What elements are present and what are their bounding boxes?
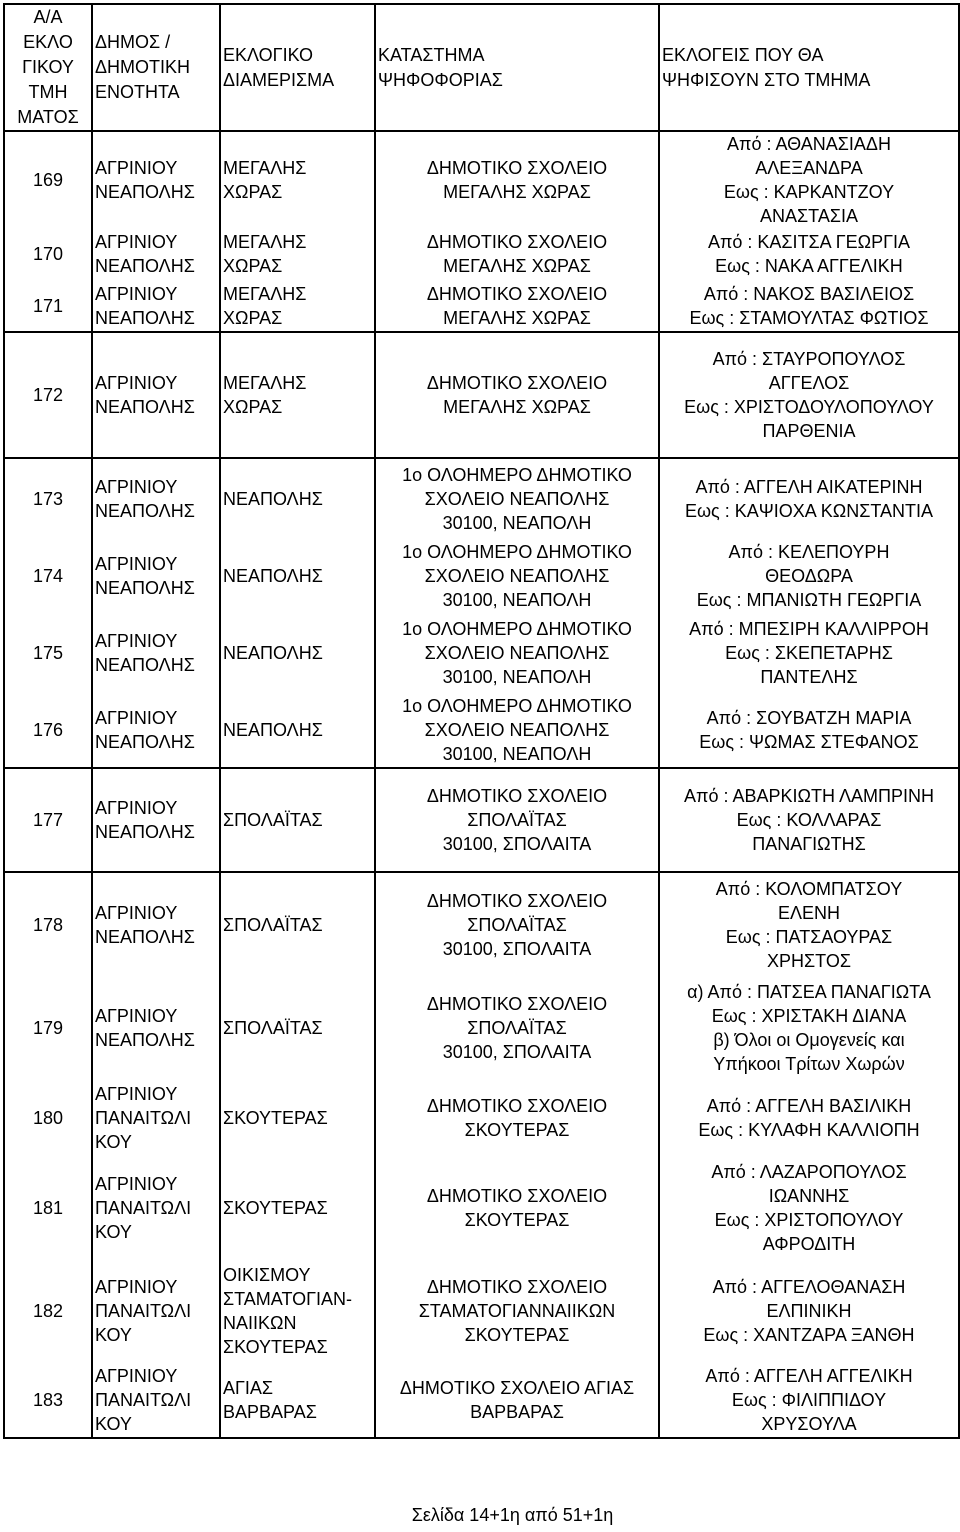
section-number: 182 [4, 1260, 92, 1362]
district-line: ΝΕΑΠΟΛΗΣ [223, 566, 323, 586]
district-line: ΜΕΓΑΛΗΣ [223, 283, 307, 304]
header-electoral-district [220, 4, 375, 131]
header-aa-line: Α/Α [33, 7, 63, 27]
municipality-line: ΝΕΑΠΟΛΗΣ [95, 182, 195, 202]
municipality-line: ΑΓΡΙΝΙΟΥ [95, 902, 178, 923]
municipality-line: ΑΓΡΙΝΙΟΥ [95, 1006, 178, 1026]
district-line: ΧΩΡΑΣ [223, 256, 283, 276]
voters-line: ΑΦΡΟΔΙΤΗ [762, 1234, 856, 1254]
district-cell [220, 976, 375, 1080]
voters-cell [659, 1156, 959, 1260]
station-line: ΣΚΟΥΤΕΡΑΣ [464, 1120, 570, 1140]
station-line: 1ο ΟΛΟΗΜΕΡΟ ΔΗΜΟΤΙΚΟ [402, 464, 632, 485]
voters-line: Από : ΚΕΛΕΠΟΥΡΗ [728, 542, 890, 562]
voters-cell [659, 1260, 959, 1362]
polling-stations-table [3, 3, 960, 1439]
table-row [4, 1080, 959, 1156]
municipality-line: ΑΓΡΙΝΙΟΥ [95, 1277, 178, 1297]
station-line: ΜΕΓΑΛΗΣ ΧΩΡΑΣ [443, 307, 591, 328]
station-cell [375, 458, 659, 538]
voters-cell [659, 1080, 959, 1156]
municipality-cell [92, 614, 220, 692]
voters-line: Από : ΜΠΕΣΙΡΗ ΚΑΛΛΙΡΡΟΗ [689, 619, 929, 639]
district-cell [220, 692, 375, 768]
voters-line: Εως : ΧΡΙΣΤΑΚΗ ΔΙΑΝΑ [711, 1006, 907, 1026]
municipality-cell [92, 768, 220, 872]
section-number: 176 [4, 692, 92, 768]
section-number: 169 [4, 131, 92, 228]
table-row [4, 131, 959, 228]
district-line: ΝΑΙΙΚΩΝ [223, 1313, 297, 1333]
municipality-line: ΝΕΑΠΟΛΗΣ [95, 578, 195, 598]
municipality-cell [92, 872, 220, 976]
table-row [4, 872, 959, 976]
voters-line: Από : ΑΓΓΕΛΗ ΒΑΣΙΛΙΚΗ [706, 1096, 912, 1116]
voters-line: Από : ΑΓΓΕΛΗ ΑΓΓΕΛΙΚΗ [705, 1365, 913, 1386]
voters-line: Από : ΣΤΑΥΡΟΠΟΥΛΟΣ [712, 349, 906, 369]
station-line: 30100, ΣΠΟΛΑΙΤΑ [442, 938, 592, 959]
station-line: ΣΠΟΛΑΪΤΑΣ [467, 914, 567, 935]
station-line: 30100, ΝΕΑΠΟΛΗ [442, 667, 592, 687]
district-cell [220, 228, 375, 280]
voters-cell [659, 768, 959, 872]
table-row [4, 332, 959, 458]
header-voters-line: ΨΗΦΙΣΟΥΝ ΣΤΟ ΤΜΗΜΑ [662, 69, 871, 90]
district-line: ΝΕΑΠΟΛΗΣ [223, 643, 323, 663]
municipality-line: ΑΓΡΙΝΙΟΥ [95, 373, 178, 393]
voters-line: Εως : ΚΟΛΛΑΡΑΣ [736, 810, 882, 830]
municipality-cell [92, 280, 220, 332]
station-line: 30100, ΝΕΑΠΟΛΗ [442, 743, 592, 764]
table-body [4, 131, 959, 1438]
municipality-line: ΑΓΡΙΝΙΟΥ [95, 158, 178, 178]
station-cell [375, 872, 659, 976]
district-line: ΜΕΓΑΛΗΣ [223, 232, 307, 252]
station-cell [375, 976, 659, 1080]
header-section-number [4, 4, 92, 131]
voters-line: ΘΕΟΔΩΡΑ [765, 566, 853, 586]
municipality-line: ΠΑΝΑΙΤΩΛΙ [95, 1301, 192, 1321]
table-row [4, 768, 959, 872]
table-row [4, 1260, 959, 1362]
district-line: ΣΠΟΛΑΪΤΑΣ [223, 810, 323, 830]
station-cell [375, 1156, 659, 1260]
municipality-cell [92, 228, 220, 280]
district-line: ΒΑΡΒΑΡΑΣ [223, 1401, 317, 1422]
table-row [4, 280, 959, 332]
station-line: ΣΧΟΛΕΙΟ ΝΕΑΠΟΛΗΣ [424, 488, 610, 509]
voters-line: Εως : ΣΤΑΜΟΥΛΤΑΣ ΦΩΤΙΟΣ [689, 307, 929, 328]
voters-line: ΕΛΠΙΝΙΚΗ [766, 1301, 852, 1321]
district-line: ΣΤΑΜΑΤΟΓΙΑΝ- [223, 1289, 353, 1309]
voters-cell [659, 131, 959, 228]
station-line: 30100, ΝΕΑΠΟΛΗ [442, 590, 592, 610]
voters-line: Από : ΑΓΓΕΛΗ ΑΙΚΑΤΕΡΙΝΗ [695, 476, 923, 497]
header-municipality-line: ΕΝΟΤΗΤΑ [95, 82, 180, 102]
page-footer: Σελίδα 14+1η από 51+1η [411, 1505, 614, 1525]
voters-line: Εως : ΧΑΝΤΖΑΡΑ ΞΑΝΘΗ [703, 1325, 915, 1345]
station-cell [375, 538, 659, 614]
municipality-line: ΚΟΥ [95, 1222, 132, 1242]
district-line: ΧΩΡΑΣ [223, 182, 283, 202]
voters-cell [659, 458, 959, 538]
table-row [4, 1362, 959, 1438]
station-cell [375, 1080, 659, 1156]
voters-line: Από : ΑΘΑΝΑΣΙΑΔΗ [727, 134, 891, 154]
station-cell [375, 332, 659, 458]
district-cell [220, 1362, 375, 1438]
table-row [4, 692, 959, 768]
district-cell [220, 458, 375, 538]
table-row [4, 976, 959, 1080]
voters-line: β) Όλοι οι Ομογενείς και [713, 1030, 905, 1050]
section-number: 181 [4, 1156, 92, 1260]
station-line: ΜΕΓΑΛΗΣ ΧΩΡΑΣ [443, 256, 591, 276]
table-row [4, 228, 959, 280]
district-line: ΝΕΑΠΟΛΗΣ [223, 719, 323, 740]
header-polling-station [375, 4, 659, 131]
voters-line: Από : ΣΟΥΒΑΤΖΗ ΜΑΡΙΑ [706, 707, 912, 728]
voters-line: Από : ΑΓΓΕΛΟΘΑΝΑΣΗ [712, 1277, 906, 1297]
voters-line: Εως : ΨΩΜΑΣ ΣΤΕΦΑΝΟΣ [699, 731, 919, 752]
municipality-line: ΚΟΥ [95, 1413, 132, 1434]
municipality-cell [92, 131, 220, 228]
district-cell [220, 332, 375, 458]
district-line: ΧΩΡΑΣ [223, 397, 283, 417]
municipality-cell [92, 458, 220, 538]
voters-line: Από : ΚΟΛΟΜΠΑΤΣΟΥ [715, 878, 903, 899]
voters-line: ΠΑΝΑΓΙΩΤΗΣ [752, 834, 866, 854]
header-municipality-line: ΔΗΜΟΤΙΚΗ [95, 57, 191, 77]
municipality-line: ΑΓΡΙΝΙΟΥ [95, 476, 178, 497]
station-line: ΣΚΟΥΤΕΡΑΣ [464, 1325, 570, 1345]
station-line: ΔΗΜΟΤΙΚΟ ΣΧΟΛΕΙΟ [426, 1096, 608, 1116]
voters-line: ΑΓΓΕΛΟΣ [768, 373, 850, 393]
voters-cell [659, 228, 959, 280]
municipality-line: ΑΓΡΙΝΙΟΥ [95, 1084, 178, 1104]
district-line: ΣΠΟΛΑΪΤΑΣ [223, 1018, 323, 1038]
municipality-line: ΝΕΑΠΟΛΗΣ [95, 397, 195, 417]
district-cell [220, 131, 375, 228]
district-cell [220, 768, 375, 872]
station-cell [375, 280, 659, 332]
station-line: ΔΗΜΟΤΙΚΟ ΣΧΟΛΕΙΟ [426, 890, 608, 911]
voters-cell [659, 280, 959, 332]
municipality-cell [92, 692, 220, 768]
station-line: 30100, ΝΕΑΠΟΛΗ [442, 512, 592, 533]
voters-cell [659, 976, 959, 1080]
municipality-line: ΠΑΝΑΙΤΩΛΙ [95, 1389, 192, 1410]
header-aa-line: ΤΜΗ [28, 82, 68, 102]
header-aa-line: ΜΑΤΟΣ [17, 107, 79, 127]
voters-cell [659, 872, 959, 976]
voters-line: Από : ΚΑΣΙΤΣΑ ΓΕΩΡΓΙΑ [707, 232, 911, 252]
municipality-line: ΝΕΑΠΟΛΗΣ [95, 655, 195, 675]
station-line: ΜΕΓΑΛΗΣ ΧΩΡΑΣ [443, 182, 591, 202]
voters-line: ΧΡΥΣΟΥΛΑ [761, 1413, 857, 1434]
header-aa-line: ΕΚΛΟ [23, 32, 73, 52]
municipality-line: ΠΑΝΑΙΤΩΛΙ [95, 1108, 192, 1128]
section-number: 172 [4, 332, 92, 458]
station-line: ΔΗΜΟΤΙΚΟ ΣΧΟΛΕΙΟ [426, 1186, 608, 1206]
station-line: ΣΚΟΥΤΕΡΑΣ [464, 1210, 570, 1230]
municipality-line: ΝΕΑΠΟΛΗΣ [95, 307, 195, 328]
station-line: ΔΗΜΟΤΙΚΟ ΣΧΟΛΕΙΟ [426, 1277, 608, 1297]
station-line: 1ο ΟΛΟΗΜΕΡΟ ΔΗΜΟΤΙΚΟ [402, 695, 632, 716]
section-number: 177 [4, 768, 92, 872]
voters-line: Εως : ΣΚΕΠΕΤΑΡΗΣ [725, 643, 893, 663]
municipality-line: ΝΕΑΠΟΛΗΣ [95, 822, 195, 842]
station-cell [375, 228, 659, 280]
voters-cell [659, 1362, 959, 1438]
municipality-line: ΚΟΥ [95, 1132, 132, 1152]
header-station-line: ΨΗΦΟΦΟΡΙΑΣ [378, 69, 503, 90]
municipality-line: ΑΓΡΙΝΙΟΥ [95, 1365, 178, 1386]
district-cell [220, 280, 375, 332]
voters-line: Εως : ΚΑΨΙΟΧΑ ΚΩΝΣΤΑΝΤΙΑ [684, 500, 934, 521]
voters-line: ΙΩΑΝΝΗΣ [768, 1186, 850, 1206]
station-line: ΔΗΜΟΤΙΚΟ ΣΧΟΛΕΙΟ [426, 994, 608, 1014]
header-row [4, 4, 959, 131]
municipality-cell [92, 1080, 220, 1156]
station-cell [375, 1260, 659, 1362]
station-line: ΣΤΑΜΑΤΟΓΙΑΝΝΑΙΙΚΩΝ [418, 1301, 616, 1321]
voters-line: Εως : ΧΡΙΣΤΟΔΟΥΛΟΠΟΥΛΟΥ [684, 397, 934, 417]
section-number: 174 [4, 538, 92, 614]
voters-line: Από : ΑΒΑΡΚΙΩΤΗ ΛΑΜΠΡΙΝΗ [684, 786, 934, 806]
section-number: 170 [4, 228, 92, 280]
municipality-line: ΑΓΡΙΝΙΟΥ [95, 232, 178, 252]
voters-line: Εως : ΦΙΛΙΠΠΙΔΟΥ [731, 1389, 887, 1410]
header-station-line: ΚΑΤΑΣΤΗΜΑ [378, 44, 485, 65]
header-voters [659, 4, 959, 131]
voters-line: ΧΡΗΣΤΟΣ [767, 950, 851, 971]
voters-line: ΠΑΡΘΕΝΙΑ [762, 421, 856, 441]
station-line: ΒΑΡΒΑΡΑΣ [470, 1401, 564, 1422]
voters-line: ΕΛΕΝΗ [777, 902, 841, 923]
district-cell [220, 1156, 375, 1260]
table-row [4, 1156, 959, 1260]
district-line: ΑΓΙΑΣ [223, 1377, 274, 1398]
district-line: ΝΕΑΠΟΛΗΣ [223, 488, 323, 509]
voters-line: Από : ΝΑΚΟΣ ΒΑΣΙΛΕΙΟΣ [703, 283, 915, 304]
voters-line: Εως : ΝΑΚΑ ΑΓΓΕΛΙΚΗ [715, 256, 903, 276]
district-line: ΣΚΟΥΤΕΡΑΣ [223, 1337, 328, 1357]
municipality-line: ΝΕΑΠΟΛΗΣ [95, 500, 195, 521]
station-line: ΔΗΜΟΤΙΚΟ ΣΧΟΛΕΙΟ [426, 786, 608, 806]
header-aa-line: ΓΙΚΟΥ [22, 57, 74, 77]
municipality-line: ΝΕΑΠΟΛΗΣ [95, 256, 195, 276]
district-cell [220, 872, 375, 976]
district-cell [220, 614, 375, 692]
municipality-cell [92, 976, 220, 1080]
table-row [4, 458, 959, 538]
voters-cell [659, 538, 959, 614]
district-line: ΜΕΓΑΛΗΣ [223, 373, 307, 393]
district-line: ΣΚΟΥΤΕΡΑΣ [223, 1198, 328, 1218]
municipality-cell [92, 1260, 220, 1362]
section-number: 173 [4, 458, 92, 538]
table-row [4, 614, 959, 692]
municipality-line: ΚΟΥ [95, 1325, 132, 1345]
municipality-line: ΑΓΡΙΝΙΟΥ [95, 554, 178, 574]
district-cell [220, 1260, 375, 1362]
district-cell [220, 1080, 375, 1156]
voters-line: Εως : ΜΠΑΝΙΩΤΗ ΓΕΩΡΓΙΑ [696, 590, 922, 610]
municipality-cell [92, 332, 220, 458]
table-row [4, 538, 959, 614]
section-number: 183 [4, 1362, 92, 1438]
district-line: ΣΠΟΛΑΪΤΑΣ [223, 914, 323, 935]
station-line: ΣΧΟΛΕΙΟ ΝΕΑΠΟΛΗΣ [424, 719, 610, 740]
station-line: ΣΧΟΛΕΙΟ ΝΕΑΠΟΛΗΣ [424, 643, 610, 663]
municipality-cell [92, 1362, 220, 1438]
station-line: ΔΗΜΟΤΙΚΟ ΣΧΟΛΕΙΟ ΑΓΙΑΣ [399, 1377, 635, 1398]
district-line: ΟΙΚΙΣΜΟΥ [223, 1265, 311, 1285]
station-cell [375, 1362, 659, 1438]
station-line: ΣΠΟΛΑΪΤΑΣ [467, 810, 567, 830]
station-line: ΔΗΜΟΤΙΚΟ ΣΧΟΛΕΙΟ [426, 373, 608, 393]
voters-line: Εως : ΠΑΤΣΑΟΥΡΑΣ [725, 926, 893, 947]
station-line: ΣΠΟΛΑΪΤΑΣ [467, 1018, 567, 1038]
station-cell [375, 768, 659, 872]
header-district-line: ΔΙΑΜΕΡΙΣΜΑ [223, 69, 335, 90]
voters-line: ΑΛΕΞΑΝΔΡΑ [755, 158, 863, 178]
station-line: ΔΗΜΟΤΙΚΟ ΣΧΟΛΕΙΟ [426, 232, 608, 252]
municipality-line: ΑΓΡΙΝΙΟΥ [95, 283, 178, 304]
voters-line: Υπήκοοι Τρίτων Χωρών [713, 1054, 905, 1074]
station-line: 30100, ΣΠΟΛΑΙΤΑ [442, 834, 592, 854]
station-line: 1ο ΟΛΟΗΜΕΡΟ ΔΗΜΟΤΙΚΟ [402, 619, 632, 639]
header-municipality-line: ΔΗΜΟΣ / [95, 32, 171, 52]
station-line: 1ο ΟΛΟΗΜΕΡΟ ΔΗΜΟΤΙΚΟ [402, 542, 632, 562]
voters-cell [659, 614, 959, 692]
voters-line: ΑΝΑΣΤΑΣΙΑ [760, 206, 858, 226]
voters-line: α) Από : ΠΑΤΣΕΑ ΠΑΝΑΓΙΩΤΑ [687, 982, 931, 1002]
section-number: 180 [4, 1080, 92, 1156]
station-line: ΔΗΜΟΤΙΚΟ ΣΧΟΛΕΙΟ [426, 158, 608, 178]
voters-line: Εως : ΚΑΡΚΑΝΤΖΟΥ [723, 182, 895, 202]
municipality-line: ΑΓΡΙΝΙΟΥ [95, 1174, 178, 1194]
header-voters-line: ΕΚΛΟΓΕΙΣ ΠΟΥ ΘΑ [662, 44, 824, 65]
station-cell [375, 614, 659, 692]
district-line: ΜΕΓΑΛΗΣ [223, 158, 307, 178]
header-district-line: ΕΚΛΟΓΙΚΟ [223, 44, 314, 65]
municipality-cell [92, 1156, 220, 1260]
municipality-line: ΑΓΡΙΝΙΟΥ [95, 631, 178, 651]
voters-line: Εως : ΧΡΙΣΤΟΠΟΥΛΟΥ [714, 1210, 904, 1230]
voters-line: Εως : ΚΥΛΑΦΗ ΚΑΛΛΙΟΠΗ [698, 1120, 920, 1140]
municipality-cell [92, 538, 220, 614]
station-cell [375, 131, 659, 228]
station-line: ΜΕΓΑΛΗΣ ΧΩΡΑΣ [443, 397, 591, 417]
district-line: ΣΚΟΥΤΕΡΑΣ [223, 1108, 328, 1128]
voters-cell [659, 332, 959, 458]
voters-line: Από : ΛΑΖΑΡΟΠΟΥΛΟΣ [711, 1162, 907, 1182]
station-cell [375, 692, 659, 768]
municipality-line: ΑΓΡΙΝΙΟΥ [95, 707, 178, 728]
station-line: ΔΗΜΟΤΙΚΟ ΣΧΟΛΕΙΟ [426, 283, 608, 304]
section-number: 171 [4, 280, 92, 332]
municipality-line: ΝΕΑΠΟΛΗΣ [95, 731, 195, 752]
header-municipality [92, 4, 220, 131]
voters-line: ΠΑΝΤΕΛΗΣ [760, 667, 858, 687]
municipality-line: ΝΕΑΠΟΛΗΣ [95, 1030, 195, 1050]
section-number: 175 [4, 614, 92, 692]
municipality-line: ΑΓΡΙΝΙΟΥ [95, 798, 178, 818]
municipality-line: ΝΕΑΠΟΛΗΣ [95, 926, 195, 947]
voters-cell [659, 692, 959, 768]
section-number: 179 [4, 976, 92, 1080]
section-number: 178 [4, 872, 92, 976]
municipality-line: ΠΑΝΑΙΤΩΛΙ [95, 1198, 192, 1218]
station-line: 30100, ΣΠΟΛΑΙΤΑ [442, 1042, 592, 1062]
district-line: ΧΩΡΑΣ [223, 307, 283, 328]
station-line: ΣΧΟΛΕΙΟ ΝΕΑΠΟΛΗΣ [424, 566, 610, 586]
district-cell [220, 538, 375, 614]
